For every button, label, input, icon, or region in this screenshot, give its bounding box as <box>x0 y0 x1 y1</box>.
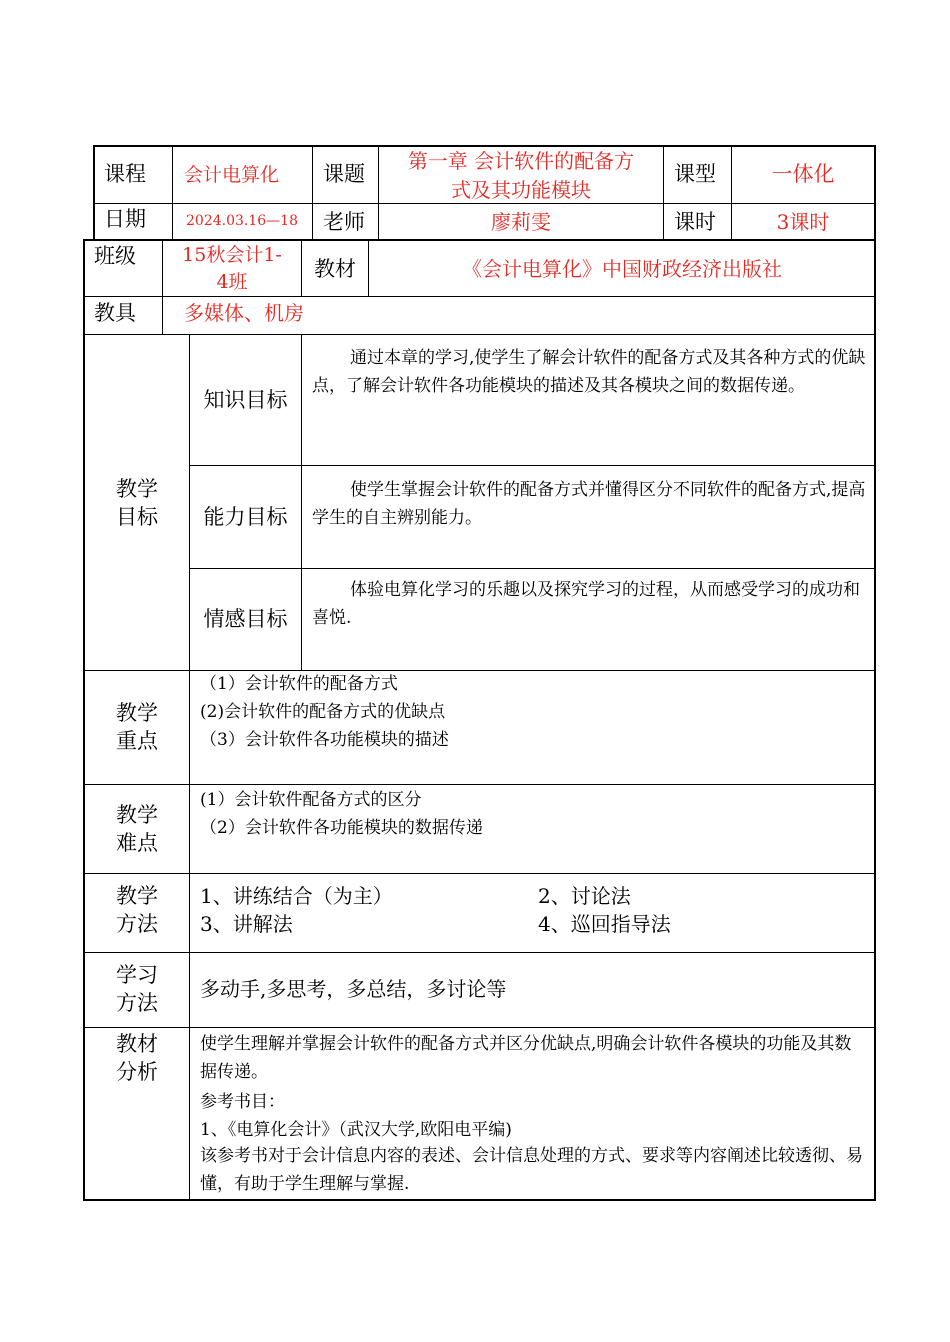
method-item: 3、讲解法 <box>200 912 293 936</box>
emotion-goal-text: 体验电算化学习的乐趣以及探究学习的过程，从而感受学习的成功和喜悦. <box>312 580 860 628</box>
table-border <box>83 873 876 874</box>
analysis-paragraph: 使学生理解并掌握会计软件的配备方式并区分优缺点,明确会计软件各模块的功能及其数据传递。 <box>200 1034 852 1082</box>
table-border <box>189 465 876 466</box>
key-point-item: （3）会计软件各功能模块的描述 <box>200 730 449 750</box>
type-label: 课型 <box>674 162 716 186</box>
teacher-value: 廖莉雯 <box>491 210 551 234</box>
type-value: 一体化 <box>771 162 835 186</box>
table-border <box>172 145 173 240</box>
table-border <box>83 1027 876 1028</box>
table-border <box>83 239 876 241</box>
key-points-label-line1: 教学 <box>116 701 158 725</box>
table-border <box>93 145 876 147</box>
difficulty-item: （2）会计软件各功能模块的数据传递 <box>200 818 483 838</box>
topic-line1: 第一章 会计软件的配备方 <box>407 149 635 173</box>
table-border <box>83 296 876 297</box>
reference-title: 参考书目： <box>200 1092 285 1112</box>
ability-goal-label: 能力目标 <box>203 505 288 529</box>
key-point-item: (2)会计软件的配备方式的优缺点 <box>200 702 446 722</box>
goals-label-line2: 目标 <box>116 505 158 529</box>
table-border <box>874 145 876 1200</box>
knowledge-goal-label: 知识目标 <box>203 388 288 412</box>
key-points-label-line2: 重点 <box>116 729 158 753</box>
teacher-label: 老师 <box>323 210 365 234</box>
table-border <box>189 568 876 569</box>
difficulties-label-line2: 难点 <box>116 831 158 855</box>
learning-text: 多动手,多思考，多总结，多讨论等 <box>200 977 507 1001</box>
learning-label-line2: 方法 <box>116 991 158 1015</box>
table-border <box>301 334 302 670</box>
tools-value: 多媒体、机房 <box>184 301 304 325</box>
reference-description: 该参考书对于会计信息内容的表述、会计信息处理的方式、要求等内容阐述比较透彻、易懂，有助于学生理解与掌握. <box>200 1146 863 1194</box>
method-item: 4、巡回指导法 <box>538 912 671 936</box>
topic-label: 课题 <box>323 162 365 186</box>
topic-line2: 式及其功能模块 <box>451 178 591 202</box>
knowledge-goal-text: 通过本章的学习,使学生了解会计软件的配备方式及其各种方式的优缺点，了解会计软件各功能模块的描述及其各模块之间的数据传递。 <box>312 348 866 396</box>
table-border <box>189 334 190 1200</box>
table-border <box>93 203 876 204</box>
class-line2: 4班 <box>216 271 248 293</box>
table-border <box>93 145 95 240</box>
emotion-goal-label: 情感目标 <box>203 607 288 631</box>
textbook-value: 《会计电算化》中国财政经济出版社 <box>462 257 782 281</box>
methods-label-line2: 方法 <box>116 912 158 936</box>
hours-label: 课时 <box>674 210 716 234</box>
ability-goal-text: 使学生掌握会计软件的配备方式并懂得区分不同软件的配备方式,提高学生的自主辨别能力。 <box>312 480 866 528</box>
method-item: 1、讲练结合（为主） <box>200 884 393 908</box>
difficulty-item: (1）会计软件配备方式的区分 <box>200 790 422 810</box>
hours-value: 3课时 <box>776 210 830 234</box>
table-border <box>83 334 876 335</box>
class-label: 班级 <box>94 244 136 268</box>
tools-label: 教具 <box>94 301 136 325</box>
analysis-label-line2: 分析 <box>116 1060 158 1084</box>
analysis-label-line1: 教材 <box>116 1032 158 1056</box>
table-border <box>301 239 302 297</box>
date-label: 日期 <box>104 207 146 231</box>
methods-label-line1: 教学 <box>116 884 158 908</box>
reference-item: 1、《电算化会计》（武汉大学,欧阳电平编) <box>200 1120 512 1140</box>
difficulties-label-line1: 教学 <box>116 803 158 827</box>
textbook-label: 教材 <box>314 257 356 281</box>
table-border <box>83 784 876 785</box>
table-border <box>83 1199 876 1201</box>
goals-label-line1: 教学 <box>116 477 158 501</box>
date-value: 2024.03.16—18 <box>186 213 298 229</box>
course-label: 课程 <box>104 162 146 186</box>
class-line1: 15秋会计1- <box>182 244 282 266</box>
table-border <box>83 952 876 953</box>
method-item: 2、讨论法 <box>538 884 631 908</box>
learning-label-line1: 学习 <box>116 963 158 987</box>
table-border <box>312 145 313 240</box>
table-border <box>83 670 876 671</box>
key-point-item: （1）会计软件的配备方式 <box>200 674 398 694</box>
course-value: 会计电算化 <box>184 164 280 186</box>
